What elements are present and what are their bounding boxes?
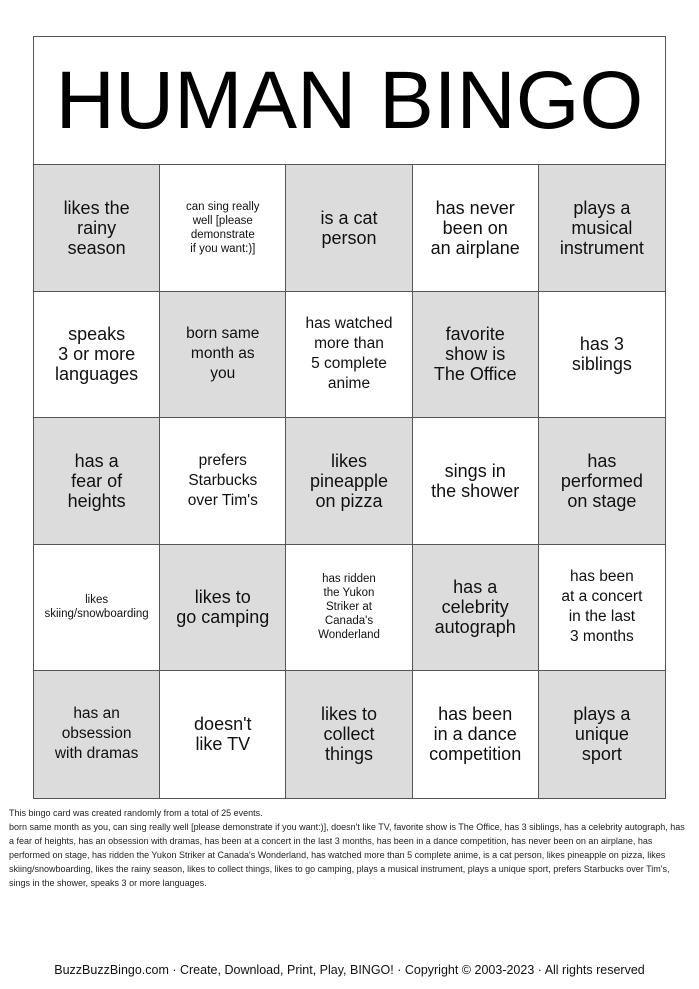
- bingo-grid: [34, 165, 665, 798]
- bingo-cell: doesn't like TV: [160, 671, 286, 798]
- bingo-cell: is a cat person: [286, 165, 412, 292]
- bingo-cell: plays a unique sport: [539, 671, 665, 798]
- bingo-cell: can sing really well [please demonstrate if you want:)]: [160, 165, 286, 292]
- bingo-cell: likes to collect things: [286, 671, 412, 798]
- bingo-cell: plays a musical instrument: [539, 165, 665, 292]
- bingo-cell: has been in a dance competition: [413, 671, 539, 798]
- bingo-cell: born same month as you: [160, 292, 286, 419]
- bingo-cell: has watched more than 5 complete anime: [286, 292, 412, 419]
- bingo-cell: has a celebrity autograph: [413, 545, 539, 672]
- bingo-cell: has an obsession with dramas: [34, 671, 160, 798]
- bingo-cell: prefers Starbucks over Tim's: [160, 418, 286, 545]
- events-note: [9, 806, 689, 890]
- bingo-cell: has performed on stage: [539, 418, 665, 545]
- events-note-intro: This bingo card was created randomly from a total of 25 events.: [9, 808, 263, 818]
- bingo-card: [33, 36, 666, 799]
- bingo-cell: likes skiing/snowboarding: [34, 545, 160, 672]
- bingo-cell: has never been on an airplane: [413, 165, 539, 292]
- bingo-cell: favorite show is The Office: [413, 292, 539, 419]
- bingo-cell: has 3 siblings: [539, 292, 665, 419]
- card-title: HUMAN BINGO: [34, 37, 665, 165]
- bingo-cell: likes the rainy season: [34, 165, 160, 292]
- bingo-cell: speaks 3 or more languages: [34, 292, 160, 419]
- footer-copyright: BuzzBuzzBingo.com · Create, Download, Print, Play, BINGO! · Copyright © 2003-2023 · All rights reserved: [54, 963, 645, 977]
- bingo-cell: has ridden the Yukon Striker at Canada's Wonderland: [286, 545, 412, 672]
- bingo-cell: likes pineapple on pizza: [286, 418, 412, 545]
- bingo-cell: sings in the shower: [413, 418, 539, 545]
- bingo-cell: has been at a concert in the last 3 months: [539, 545, 665, 672]
- bingo-cell: likes to go camping: [160, 545, 286, 672]
- bingo-cell: has a fear of heights: [34, 418, 160, 545]
- events-list: born same month as you, can sing really well [please demonstrate if you want:)], doesn't like TV, favorite show is The Office, has 3 siblings, has a celebrity autograph, has a fear of heights, has an obsession with dramas, has been at a concert in the last 3 months, has been in a dance competition, has never been on an airplane, has performed on stage, has ridden the Yukon Striker at Canada's Wonderland, has watched more than 5 complete anime, is a cat person, likes pineapple on pizza, likes skiing/snowboarding, likes the rainy season, likes to collect things, likes to go camping, plays a musical instrument, plays a unique sport, prefers Starbucks over Tim's, sings in the shower, speaks 3 or more languages.: [9, 822, 685, 888]
